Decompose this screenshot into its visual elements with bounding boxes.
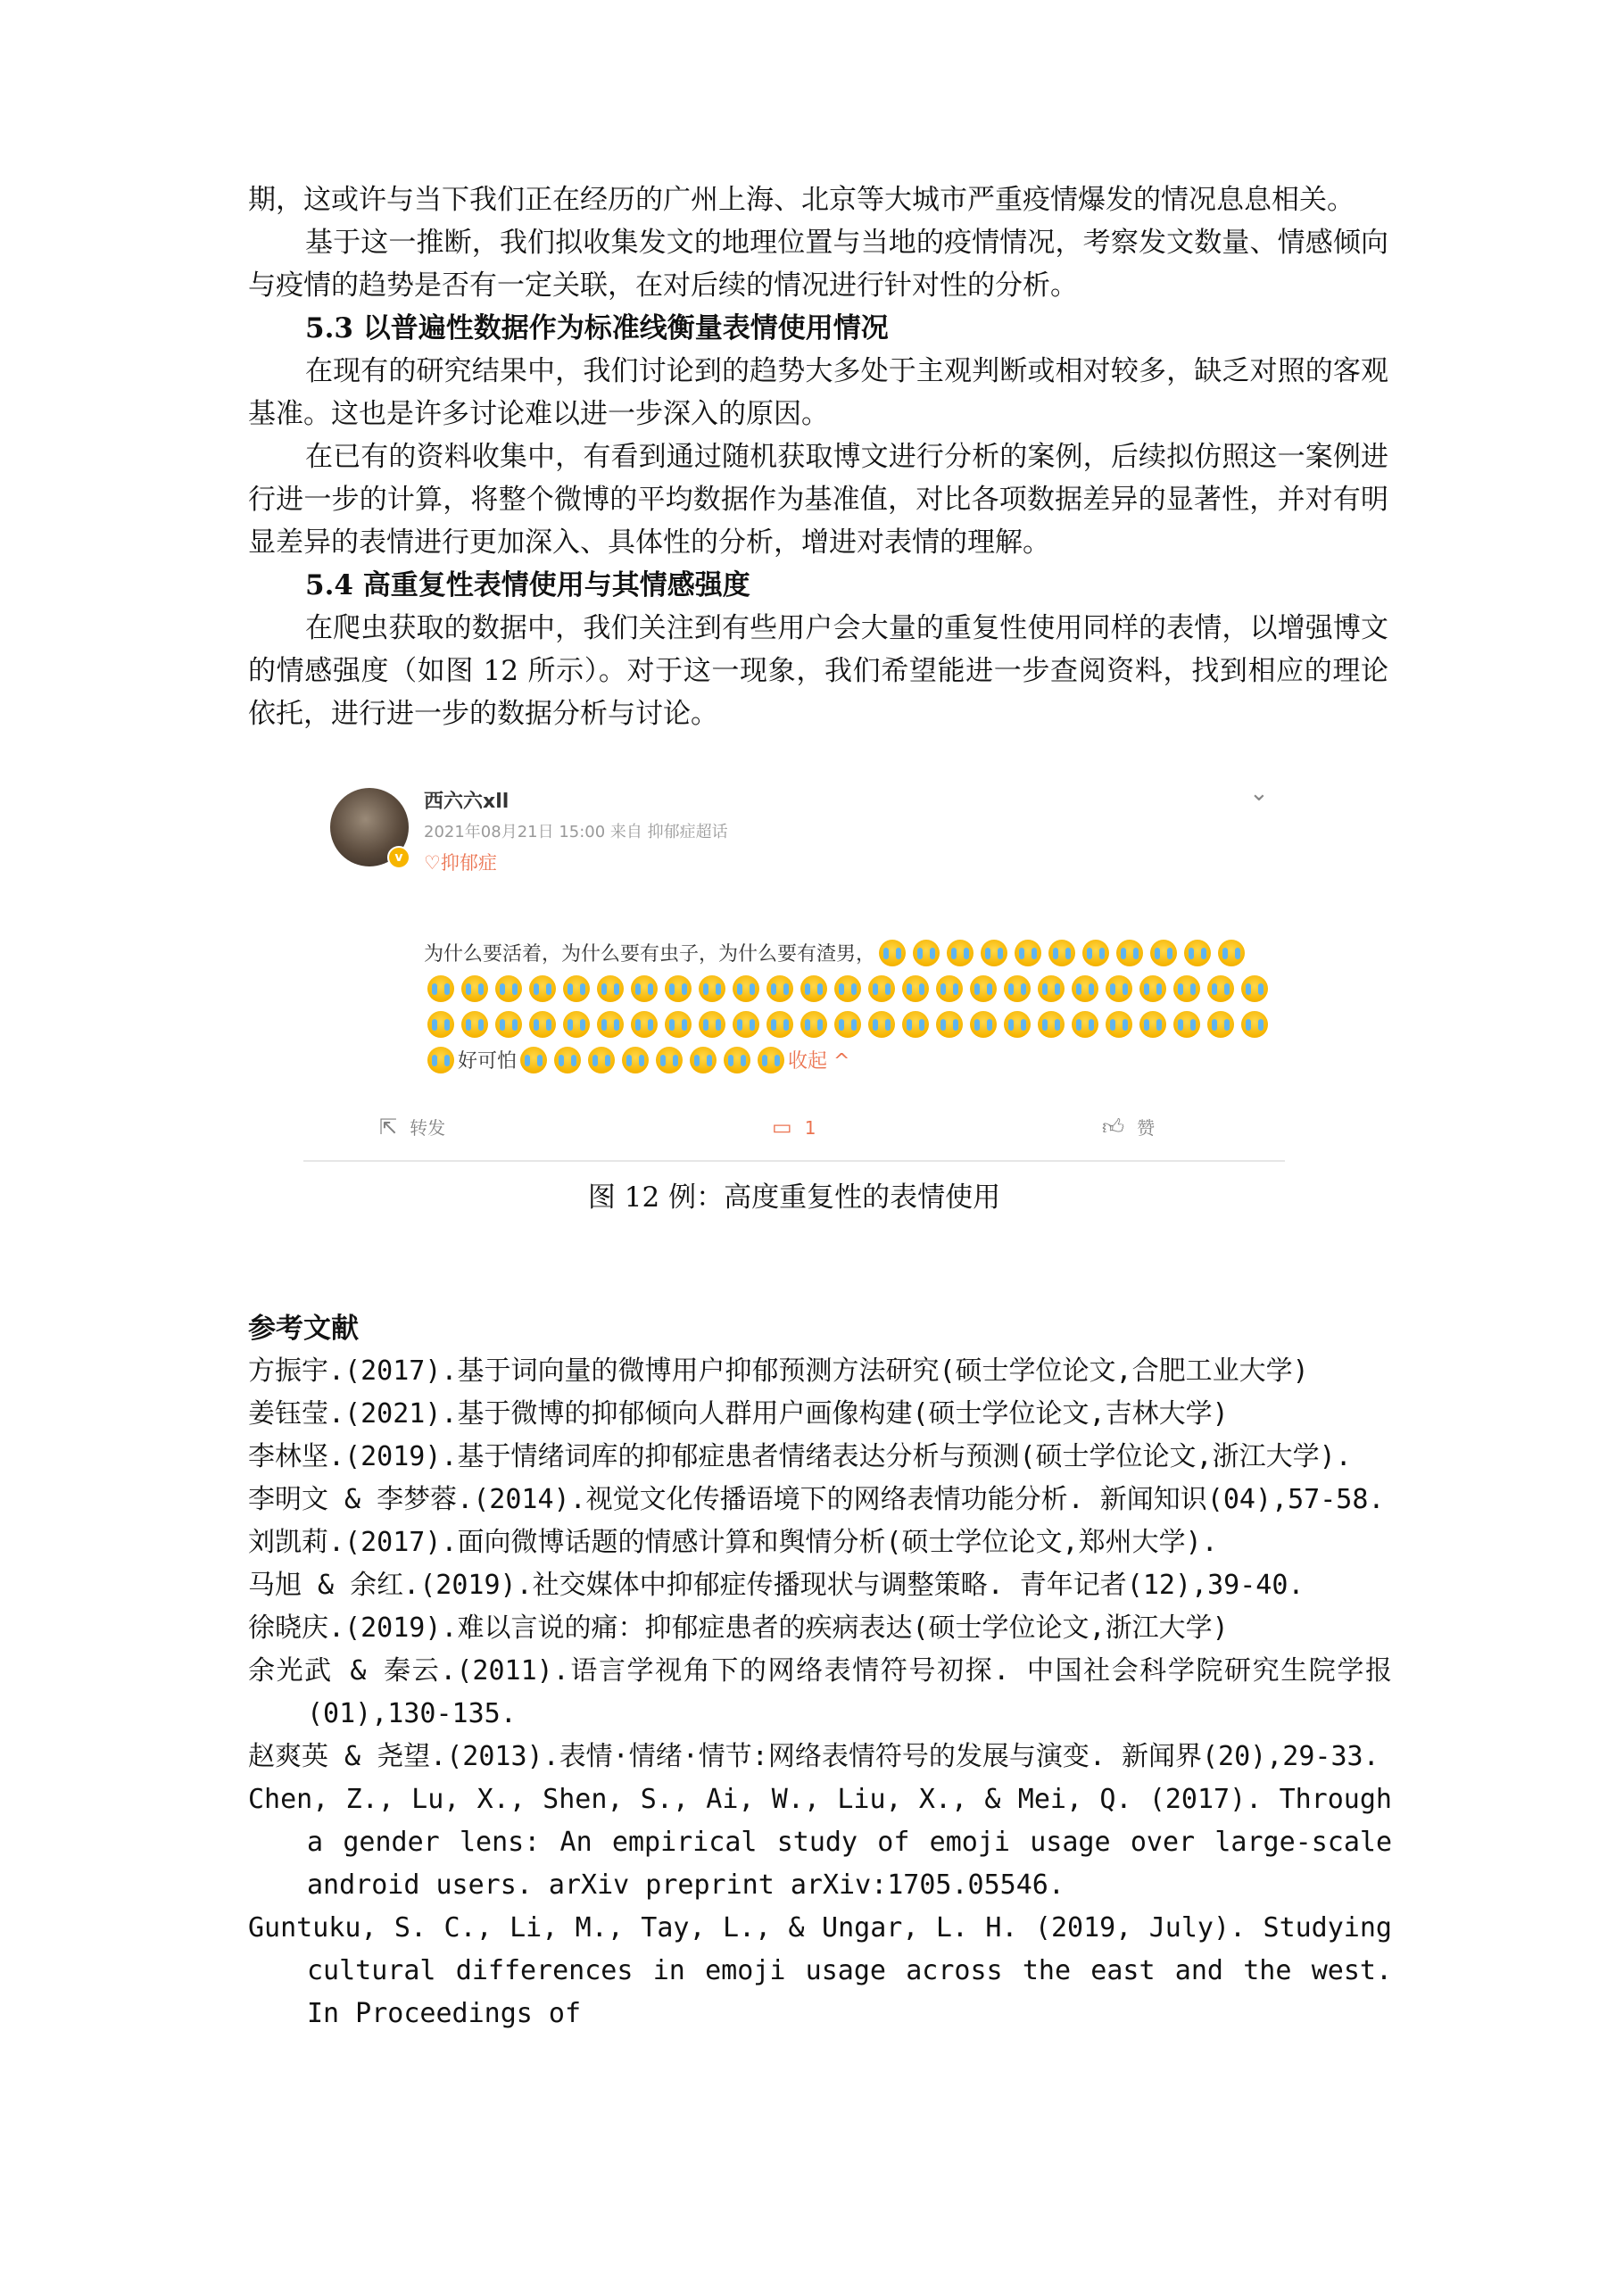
reference-item: 李林坚.(2019).基于情绪词库的抑郁症患者情绪表达分析与预测(硕士学位论文,浙江大学). bbox=[248, 1441, 1352, 1472]
like-action bbox=[1102, 1109, 1155, 1146]
crying-emoji-icon bbox=[588, 1047, 615, 1073]
crying-emoji-icon bbox=[868, 975, 895, 1002]
crying-emoji-icon bbox=[913, 940, 940, 966]
crying-emoji-icon bbox=[1207, 975, 1234, 1002]
crying-emoji-icon bbox=[427, 1011, 454, 1038]
post-topic bbox=[424, 850, 497, 876]
comment-icon: ▭ bbox=[772, 1115, 792, 1140]
reference-item: Guntuku, S. C., Li, M., Tay, L., & Ungar, L. H. (2019, July). Studying cultural differences in emoji usage across the east and the west. In Proceedings of bbox=[248, 1912, 1392, 2029]
crying-emoji-icon bbox=[1072, 1011, 1098, 1038]
like-label: 赞 bbox=[1137, 1117, 1156, 1139]
crying-emoji-icon bbox=[656, 1047, 683, 1073]
reference-item: 姜钰莹.(2021).基于微博的抑郁倾向人群用户画像构建(硕士学位论文,吉林大学) bbox=[248, 1398, 1229, 1430]
emoji-run bbox=[517, 1050, 788, 1073]
crying-emoji-icon bbox=[868, 1011, 895, 1038]
post-text-middle: 好可怕 bbox=[458, 1050, 518, 1073]
crying-emoji-icon bbox=[758, 1047, 784, 1073]
crying-emoji-icon bbox=[495, 1011, 522, 1038]
crying-emoji-icon bbox=[1139, 1011, 1166, 1038]
figure-caption: 图 12 例：高度重复性的表情使用 bbox=[587, 1181, 1001, 1214]
crying-emoji-icon bbox=[1038, 975, 1065, 1002]
repost-label: 转发 bbox=[410, 1117, 446, 1139]
crying-emoji-icon bbox=[597, 1011, 624, 1038]
crying-emoji-icon bbox=[597, 975, 624, 1002]
crying-emoji-icon bbox=[699, 1011, 725, 1038]
crying-emoji-icon bbox=[766, 975, 793, 1002]
references bbox=[248, 1307, 1392, 2035]
crying-emoji-icon bbox=[724, 1047, 750, 1073]
crying-emoji-icon bbox=[622, 1047, 649, 1073]
topic-icon: ♡ bbox=[424, 852, 441, 874]
section-heading: 5.4 高重复性表情使用与其情感强度 bbox=[305, 569, 750, 601]
paragraph: 期，这或许与当下我们正在经历的广州上海、北京等大城市严重疫情爆发的情况息息相关。 bbox=[248, 184, 1355, 216]
chevron-down-icon: ⌄ bbox=[1249, 780, 1269, 807]
reference-item: Chen, Z., Lu, X., Shen, S., Ai, W., Liu, X., & Mei, Q. (2017). Through a gender lens: An empirical study of emoji usage over large-scale android users. arXiv preprint arXiv:1705.05546. bbox=[248, 1784, 1392, 1901]
crying-emoji-icon bbox=[495, 975, 522, 1002]
crying-emoji-icon bbox=[631, 975, 658, 1002]
crying-emoji-icon bbox=[1048, 940, 1075, 966]
crying-emoji-icon bbox=[529, 975, 556, 1002]
crying-emoji-icon bbox=[520, 1047, 547, 1073]
crying-emoji-icon bbox=[936, 1011, 963, 1038]
crying-emoji-icon bbox=[879, 940, 906, 966]
crying-emoji-icon bbox=[1072, 975, 1098, 1002]
crying-emoji-icon bbox=[1038, 1011, 1065, 1038]
crying-emoji-icon bbox=[554, 1047, 581, 1073]
crying-emoji-icon bbox=[902, 1011, 929, 1038]
crying-emoji-icon bbox=[733, 1011, 759, 1038]
crying-emoji-icon bbox=[1139, 975, 1166, 1002]
crying-emoji-icon bbox=[563, 1011, 590, 1038]
topic-label: 抑郁症 bbox=[440, 852, 497, 874]
crying-emoji-icon bbox=[1116, 940, 1143, 966]
crying-emoji-icon bbox=[1004, 1011, 1031, 1038]
crying-emoji-icon bbox=[1207, 1011, 1234, 1038]
comment-action bbox=[772, 1109, 816, 1146]
comment-count: 1 bbox=[804, 1117, 816, 1139]
crying-emoji-icon bbox=[1241, 1011, 1268, 1038]
reference-item: 方振宇.(2017).基于词向量的微博用户抑郁预测方法研究(硕士学位论文,合肥工业大学) bbox=[248, 1355, 1309, 1387]
divider bbox=[303, 1160, 1285, 1162]
reference-item: 刘凯莉.(2017).面向微博话题的情感计算和舆情分析(硕士学位论文,郑州大学). bbox=[248, 1527, 1218, 1558]
crying-emoji-icon bbox=[947, 940, 974, 966]
crying-emoji-icon bbox=[690, 1047, 717, 1073]
crying-emoji-icon bbox=[427, 1047, 454, 1073]
reference-item: 赵爽英 & 尧望.(2013).表情·情绪·情节:网络表情符号的发展与演变. 新闻界(20),29-33. bbox=[248, 1741, 1380, 1772]
reference-item: 李明文 & 李梦蓉.(2014).视觉文化传播语境下的网络表情功能分析. 新闻知识(04),57-58. bbox=[248, 1484, 1385, 1515]
crying-emoji-icon bbox=[1004, 975, 1031, 1002]
crying-emoji-icon bbox=[699, 975, 725, 1002]
reference-item: 余光武 & 秦云.(2011).语言学视角下的网络表情符号初探. 中国社会科学院研究生院学报(01),130-135. bbox=[248, 1655, 1392, 1729]
crying-emoji-icon bbox=[631, 1011, 658, 1038]
crying-emoji-icon bbox=[936, 975, 963, 1002]
crying-emoji-icon bbox=[1173, 975, 1200, 1002]
crying-emoji-icon bbox=[766, 1011, 793, 1038]
crying-emoji-icon bbox=[970, 1011, 997, 1038]
crying-emoji-icon bbox=[800, 1011, 827, 1038]
collapse-link: 收起 ^ bbox=[788, 1050, 850, 1073]
crying-emoji-icon bbox=[427, 975, 454, 1002]
paragraph: 在爬虫获取的数据中，我们关注到有些用户会大量的重复性使用同样的表情，以增强博文的情感强度（如图 12 所示）。对于这一现象，我们希望能进一步查阅资料，找到相应的理论依托，进行进一步的数据分析与讨论。 bbox=[248, 612, 1388, 730]
crying-emoji-icon bbox=[1106, 1011, 1132, 1038]
reference-item: 徐晓庆.(2019).难以言说的痛：抑郁症患者的疾病表达(硕士学位论文,浙江大学) bbox=[248, 1612, 1229, 1644]
repost-action bbox=[379, 1109, 445, 1146]
crying-emoji-icon bbox=[1106, 975, 1132, 1002]
figure-12 bbox=[303, 767, 1285, 1214]
thumb-up-icon: 👍︎ bbox=[1102, 1115, 1125, 1140]
paragraph: 在现有的研究结果中，我们讨论到的趋势大多处于主观判断或相对较多，缺乏对照的客观基准。这也是许多讨论难以进一步深入的原因。 bbox=[248, 355, 1388, 430]
crying-emoji-icon bbox=[1150, 940, 1177, 966]
crying-emoji-icon bbox=[733, 975, 759, 1002]
post-actions bbox=[303, 1109, 1285, 1145]
crying-emoji-icon bbox=[1241, 975, 1268, 1002]
crying-emoji-icon bbox=[970, 975, 997, 1002]
crying-emoji-icon bbox=[461, 1011, 488, 1038]
verified-badge-icon: v bbox=[387, 846, 410, 869]
crying-emoji-icon bbox=[834, 1011, 861, 1038]
body-text bbox=[248, 178, 1388, 735]
post-username: 西六六xll bbox=[424, 791, 510, 813]
crying-emoji-icon bbox=[1218, 940, 1245, 966]
crying-emoji-icon bbox=[563, 975, 590, 1002]
crying-emoji-icon bbox=[800, 975, 827, 1002]
post-content bbox=[424, 937, 1280, 1080]
paragraph: 基于这一推断，我们拟收集发文的地理位置与当地的疫情情况，考察发文数量、情感倾向与疫情的趋势是否有一定关联，在对后续的情况进行针对性的分析。 bbox=[248, 227, 1388, 302]
references-title: 参考文献 bbox=[248, 1313, 359, 1345]
reference-list bbox=[248, 1350, 1392, 2035]
post-meta: 2021年08月21日 15:00 来自 抑郁症超话 bbox=[424, 823, 728, 841]
reference-item: 马旭 & 余红.(2019).社交媒体中抑郁症传播现状与调整策略. 青年记者(12),39-40. bbox=[248, 1570, 1305, 1601]
weibo-post-screenshot bbox=[303, 767, 1285, 1160]
repost-icon: ⇱ bbox=[379, 1115, 398, 1140]
paragraph: 在已有的资料收集中，有看到通过随机获取博文进行分析的案例，后续拟仿照这一案例进行进一步的计算，将整个微博的平均数据作为基准值，对比各项数据差异的显著性，并对有明显差异的表情进行更加深入、具体性的分析，增进对表情的理解。 bbox=[248, 441, 1388, 559]
crying-emoji-icon bbox=[1082, 940, 1109, 966]
crying-emoji-icon bbox=[665, 975, 692, 1002]
crying-emoji-icon bbox=[834, 975, 861, 1002]
crying-emoji-icon bbox=[981, 940, 1007, 966]
crying-emoji-icon bbox=[1184, 940, 1211, 966]
section-heading: 5.3 以普遍性数据作为标准线衡量表情使用情况 bbox=[305, 312, 889, 344]
crying-emoji-icon bbox=[461, 975, 488, 1002]
crying-emoji-icon bbox=[665, 1011, 692, 1038]
crying-emoji-icon bbox=[529, 1011, 556, 1038]
post-text: 为什么要活着，为什么要有虫子，为什么要有渣男， bbox=[424, 943, 876, 966]
crying-emoji-icon bbox=[1015, 940, 1041, 966]
crying-emoji-icon bbox=[902, 975, 929, 1002]
crying-emoji-icon bbox=[1173, 1011, 1200, 1038]
